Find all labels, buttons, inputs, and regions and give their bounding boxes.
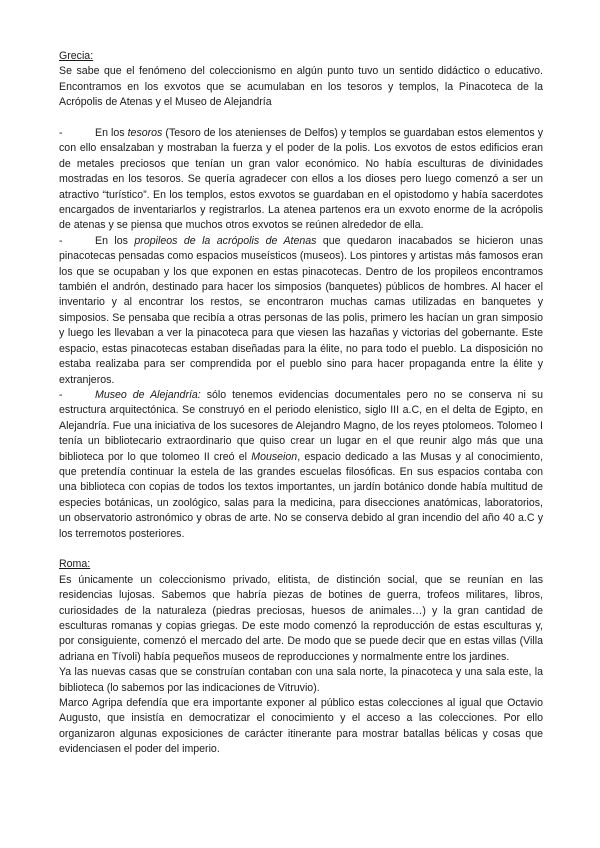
list-dash: - <box>59 234 63 247</box>
list-dash: - <box>59 127 63 140</box>
list-item-propileos <box>59 234 543 388</box>
list-item-text: En los <box>95 127 128 140</box>
list-item-italic: Museo de Alejandría: <box>95 388 201 401</box>
blank-line <box>59 542 543 557</box>
list-item-text: , espacio dedicado a las Musas y al conocimiento, que pretendía continuar la estela de las grandes escuelas filosóficas. En sus espacios contaba con una biblioteca con copias de todos los textos importantes, un jardín botánico donde había multitud de especies botánicas, un zoológico, salas para la medicina, para disecciones anatómicas, laboratorios, un observatorio astronómico y obras de arte. No se conserva debido al gran incendio del año 40 a.C y los terremotos posteriores. <box>59 450 544 540</box>
list-item-text: En los <box>95 234 135 247</box>
list-item-text: (Tesoro de los atenienses de Delfos) y templos se guardaban estos elementos y con ello ensalzaban y mostraban la fuerza y el poder de la polis. Los exvotos de estos edificios eran de metales preciosos que tenían un gran valor económico. No había esculturas de divinidades mostradas en los tesoros. Se quería agradecer con ellos a los dioses pero luego comenzó a ser un atractivo “turístico”. En los templos, estos exvotos se guardaban en el opistodomo y había sacerdotes encargados de inventariarlos y registrarlos. La atenea partenos era un exvoto enorme de la acrópolis de atenas y se piensa que muchos otros exvotos se reúnen alrededor de ella. <box>59 127 543 232</box>
list-item-italic: Mouseion <box>251 450 298 463</box>
list-item-museo-alejandria <box>59 388 543 542</box>
grecia-intro: Se sabe que el fenómeno del coleccionismo en algún punto tuvo un sentido didáctico o educativo. Encontramos en los exvotos que se acumulaban en los tesoros y templos, la Pinacoteca de la Acrópolis de Atenas y el Museo de Alejandría <box>59 65 543 109</box>
section-heading-grecia: Grecia: <box>59 50 94 62</box>
list-item-text: que quedaron inacabados se hicieron unas pinacotecas pensadas como espacios museísticos (museos). Los pintores y artistas más famosos eran los que se ocupaban y los que exponen en estas pinacotecas. Dentro de los propileos encontramos también el andrón, destinado para hacer los simposios (banquetes) públicos de hombres. Al hacer el inventario y al encontrar los restos, se encontraron muchas camas utilizadas en banquetes y simposios. Se pensaba que recibía a otras personas de las polis, primero les hacían un gran simposio y luego les llevaban a ver la pinacoteca para que viesen las hazañas y victorias del gobernante. Este espacio, estas pinacotecas estaban diseñadas para la élite, no para todo el pueblo. La disposición no estaba realizaba para ser comprendida por el pueblo sino para hacer propaganda entre la élite y extranjeros. <box>59 234 544 386</box>
list-item-italic: propileos de la acrópolis de Atenas <box>134 234 317 247</box>
list-item-italic: tesoros <box>127 127 163 140</box>
roma-paragraph: Ya las nuevas casas que se construían contaban con una sala norte, la pinacoteca y una sala este, la biblioteca (lo sabemos por las indicaciones de Vitruvio). <box>59 666 543 694</box>
roma-paragraph: Marco Agripa defendía que era importante exponer al público estas colecciones al igual que Octavio Augusto, que insistía en democratizar el conocimiento y el acceso a las colecciones. Por ello organizaron algunas exposiciones de carácter itinerante para mostrar batallas bélicas y cosas que evidenciasen el poder del imperio. <box>59 697 543 756</box>
list-dash: - <box>59 388 63 401</box>
section-heading-roma: Roma: <box>59 558 91 571</box>
list-item-tesoros <box>59 126 543 234</box>
document-page <box>59 49 543 758</box>
roma-paragraph: Es únicamente un coleccionismo privado, elitista, de distinción social, que se reunían en las residencias lujosas. Sabemos que habría piezas de botines de guerra, trofeos militares, libros, curiosidades de la naturaleza (piedras preciosas, huesos de animales…) y la gran cantidad de esculturas romanas y copias griegas. De este modo comenzó la reproducción de estas esculturas y, por consiguiente, comenzó el mercado del arte. De modo que se puede decir que en estas villas (Villa adriana en Tívoli) había pequeños museos de reproducciones y normalmente entre los jardines. <box>59 573 543 663</box>
list-item-text: sólo tenemos evidencias documentales pero no se conserva ni su estructura arquitectónica. Se construyó en el periodo elenistico, siglo III a.C, en el delta de Egipto, en Alejandría. Fue una iniciativa de los sucesores de Alejandro Magno, de los reyes ptolomeos. Tolomeo I tenía un bibliotecario extraordinario que quiso crear un lugar en el que reunir algo más que una biblioteca por lo que tolomeo II creó el <box>59 388 543 463</box>
blank-line <box>59 111 543 126</box>
